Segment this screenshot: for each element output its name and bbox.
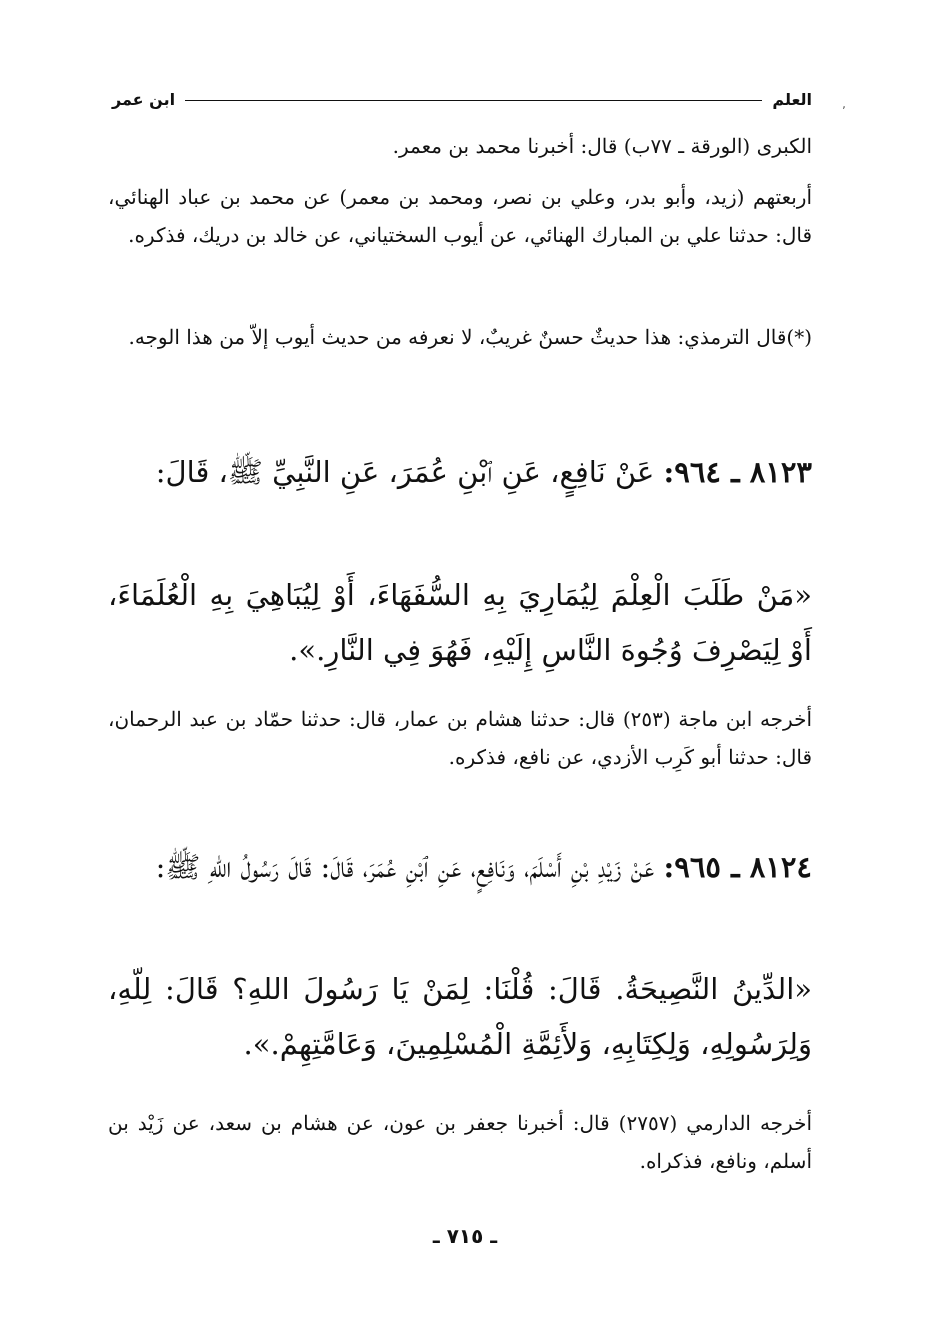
- running-header: [112, 86, 812, 112]
- header-rule: [185, 100, 762, 101]
- page-corner-mark: ٬: [842, 104, 846, 118]
- hadith-8124: [108, 840, 812, 895]
- page-number: ـ ٧١٥ ـ: [432, 1224, 498, 1248]
- paragraph-darimi: أخرجه الدارمي (٢٧٥٧) قال: أخبرنا جعفر بن عون، عن هشام بن سعد، عن زَيْد بن أسلم، ونافع، فذكراه.: [108, 1111, 813, 1173]
- hadith-isnad: عَنْ زَيْدِ بْنِ أَسْلَمَ، وَنَافِعٍ، عَنِ ٱبْنِ عُمَرَ، قَالَ: قَالَ رَسُولُ اللهِ ﷺ:: [155, 850, 655, 884]
- hadith-number: ٨١٢٣ ـ ٩٦٤:: [663, 455, 812, 489]
- paragraph-ibn-majah: أخرجه ابن ماجة (٢٥٣) قال: حدثنا هشام بن عمار، قال: حدثنا حمّاد بن عبد الرحمان، قال: حدثنا أبو كَرِب الأزدي، عن نافع، فذكره.: [108, 707, 812, 769]
- hadith-8124-matn: «الدِّينُ النَّصِيحَةُ. قَالَ: قُلْنَا: لِمَنْ يَا رَسُولَ اللهِ؟ قَالَ: لِلّهِ، وَلِرَسُولِهِ، وَلِكِتَابِهِ، وَلأَئِمَّةِ الْمُسْلِمِينَ، وَعَامَّتِهِمْ.».: [108, 972, 812, 1061]
- hadith-8123-matn: «مَنْ طَلَبَ الْعِلْمَ لِيُمَارِيَ بِهِ السُّفَهَاءَ، أَوْ لِيُبَاهِيَ بِهِ الْعُلَمَاءَ، أَوْ لِيَصْرِفَ وُجُوهَ النَّاسِ إِلَيْهِ، فَهُوَ فِي النَّارِ.».: [108, 578, 812, 667]
- paragraph-tirmidhi-note: (*)قال الترمذي: هذا حديثٌ حسنٌ غريبٌ، لا نعرفه من حديث أيوب إلاّ من هذا الوجه.: [128, 325, 812, 349]
- paragraph-chain: أربعتهم (زيد، وأبو بدر، وعلي بن نصر، ومحمد بن معمر) عن محمد بن عباد الهنائي، قال: حدثنا علي بن المبارك الهنائي، عن أيوب السختياني، عن خالد بن دريك، فذكره.: [108, 185, 812, 247]
- paragraph-source-kubra: الكبرى (الورقة ـ ٧٧ب) قال: أخبرنا محمد بن معمر.: [392, 134, 812, 158]
- header-section: ابن عمر: [112, 89, 176, 109]
- hadith-8123: [108, 445, 812, 500]
- hadith-number: ٨١٢٤ ـ ٩٦٥:: [663, 850, 812, 884]
- header-chapter: العلم: [772, 89, 812, 109]
- hadith-isnad: عَنْ نَافِعٍ، عَنِ ٱبْنِ عُمَرَ، عَنِ النَّبِيِّ ﷺ، قَالَ:: [155, 455, 655, 489]
